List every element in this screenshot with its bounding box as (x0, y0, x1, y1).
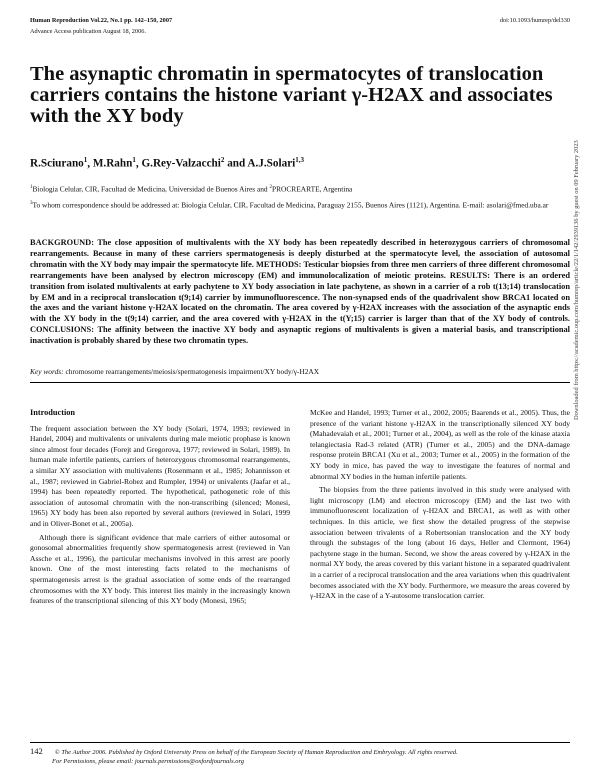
affiliation-line (30, 183, 550, 194)
body-column-left (30, 408, 290, 610)
keywords-line (30, 367, 570, 376)
article-title: The asynaptic chromatin in spermatocytes of translocation carriers contains the histone variant γ-H2AX and associates with the XY body (30, 63, 553, 127)
copyright: © The Author 2006. Published by Oxford University Press on behalf of the European Society of Human Reproduction and Embryology. All rights reserved. (54, 749, 458, 756)
author-name: M.Rahn (92, 157, 133, 170)
divider (30, 382, 570, 383)
abstract: BACKGROUND: The close apposition of multivalents with the XY body has been repeatedly described in heterozygous carriers of chromosomal rearrangements. Because in many of these carriers spermatogenesis is deeply disturbed at the spermatocyte level, the association of autosomal chromatin with the XY body may impair the spermatocyte life. METHODS: Testicular biopsies from three men carriers of three different chromosomal rearrangements have been analysed by electron microscopy (EM) and immunolocalization of meiotic proteins. RESULTS: There is an ordered transition from isolated multivalents at early pachytene to XY body association in late pachytene, as shown in a carrier of a rob t(13;14) translocation by EM and in a reciprocal translocation t(9;14) carrier by immunofluorescence. The non-synapsed ends of the quadrivalent show BRCA1 located on the axes and the variant histone γ-H2AX located on the chromatin. The area covered by γ-H2AX increases with the association of the asynaptic ends with the XY body in the t(9;14) carrier, and the area covered with γ-H2AX in the t(Y;15) carrier is larger than that of the XY body of controls. CONCLUSIONS: The affinity between the inactive XY body and asynaptic regions of multivalents is given a material basis, and transcriptional inactivation is probably shared by these two chromatin types. (30, 238, 570, 346)
paragraph: The biopsies from the three patients involved in this study were analysed with light microscopy (LM) and electron microscopy (EM) and the last two with immunofluorescent localization of γ-H2AX and BRCA1, as well as with other techniques. In this article, we first show the detailed progress of the stepwise association between trivalents of a Robertsonian translocation and the XY body through the substages of the long (about 16 days, Heller and Clermont, 1964) pachytene stage in the human. Second, we show the areas covered by γ-H2AX in the normal XY body, the areas covered by this variant histone in a separated quadrivalent in a carrier of a reciprocal translocation and the area variations when this quadrivalent becomes associated with the XY body. Furthermore, we measure the areas covered by γ-H2AX in the case of a Y-autosome translocation carrier. (310, 485, 570, 601)
section-heading: Introduction (30, 408, 76, 417)
advance-access-line: Advance Access publication August 18, 2006. (30, 28, 146, 35)
permissions: For Permissions, please email: journals.permissions@oxfordjournals.org (52, 757, 245, 765)
correspondence-address: To whom correspondence should be addressed at: Biologia Celular, CIR, Facultad de Medicina, Paraguay 2155, Buenos Aires (1121), Argentina. E-mail: asolari@fmed.uba.ar (32, 200, 549, 210)
paragraph: The frequent association between the XY body (Solari, 1974, 1993; reviewed in Handel, 2004) and multivalents or univalents during male meiotic prophase is known since almost four decades (Forejt and Gregorova, 1977; reviewed in Solari, 1989). In human male infertile patients, carriers of heterozygous chromosomal rearrangements, a similar XY association with multivalents (Rosenmann et al., 1985; Johannisson et al., 1987; reviewed in Gabriel-Robez and Rumpler, 1994) or univalents (Jaafar et al., 1994) has been repeatedly reported. The hypothetical, pathogenetic role of this association of autosomal chromatin with the non-transcribing (silenced; Monesi, 1965) XY body has been also reported by several authors (reviewed in Solari, 1999 and in Oliver-Bonet et al., 2005a). (30, 423, 290, 528)
doi[interactable]: doi:10.1093/humrep/del330 (499, 17, 570, 24)
author-affil-sup: 1 (83, 156, 88, 164)
download-watermark: Downloaded from https://academic.oup.com/humrep/article/22/1/142/2939136 by guest on 09 February 2023 (573, 140, 580, 420)
footer-divider (30, 742, 570, 743)
affil-sup: 3 (30, 201, 33, 207)
author-affil-sup: 1 (132, 156, 136, 164)
paragraph: Although there is significant evidence that male carriers of either autosomal or gonosomal abnormalities frequently show spermatogenesis arrest (reviewed in Van Assche et al., 1996), the particular mechanisms involved in this arrest are poorly known. One of the most interesting facts related to the mechanisms of spermatogenesis arrest is the gradual association of some ends of the rearranged chromosomes with the XY body. This interest lies mainly in the increasingly known features of the transcriptional silencing of this XY body (Monesi, 1965; (30, 532, 290, 606)
affil-sup: 2 (269, 185, 272, 190)
journal-citation: Human Reproduction Vol.22, No.1 pp. 142–150, 2007 (30, 17, 173, 24)
footer (30, 747, 570, 767)
author-name: G.Rey-Valzacchi (141, 157, 221, 170)
permissions-line (30, 758, 570, 767)
affil-sup: 1 (30, 185, 33, 190)
author-affil-sup: 1,3 (295, 156, 305, 164)
author-affil-sup: 2 (220, 156, 225, 164)
paragraph: McKee and Handel, 1993; Turner et al., 2002, 2005; Baarends et al., 2005). Thus, the presence of the variant histone γ-H2AX in the transcriptionally silenced XY body (Mahadevaiah et al., 2001; Turner et al., 2004), as well as the role of the kinase ataxia telangiectasia Rad-3 related (ATR) (Turner et al., 2005) and the DNA-damage response protein BRCA1 (Xu et al., 2003; Turner et al., 2005) in the formation of the XY body in mice, has paved the way to investigate the features of normal and abnormal XY bodies in the human infertile patients. (310, 408, 570, 481)
affiliation-2: PROCREARTE, Argentina (272, 184, 353, 194)
correspondence-line (30, 199, 550, 210)
keywords-label: Key words: (30, 367, 64, 376)
affiliation-1: Biologia Celular, CIR, Facultad de Medicina, Universidad de Buenos Aires and (32, 184, 268, 194)
page-number: 142 (30, 746, 43, 756)
author-name: A.J.Solari (247, 157, 296, 170)
copyright-line (30, 747, 570, 758)
affiliations (30, 183, 550, 211)
keywords: chromosome rearrangements/meiosis/spermatogenesis impairment/XY body/γ-H2AX (65, 367, 320, 376)
author-name: R.Sciurano (30, 157, 84, 170)
body-column-right (310, 408, 570, 605)
author-list: R.Sciurano$^1$, M.Rahn$^1$, G.Rey-Valzacchi$^2$ and A.J.Solari$^{1,3}$ (30, 156, 305, 170)
